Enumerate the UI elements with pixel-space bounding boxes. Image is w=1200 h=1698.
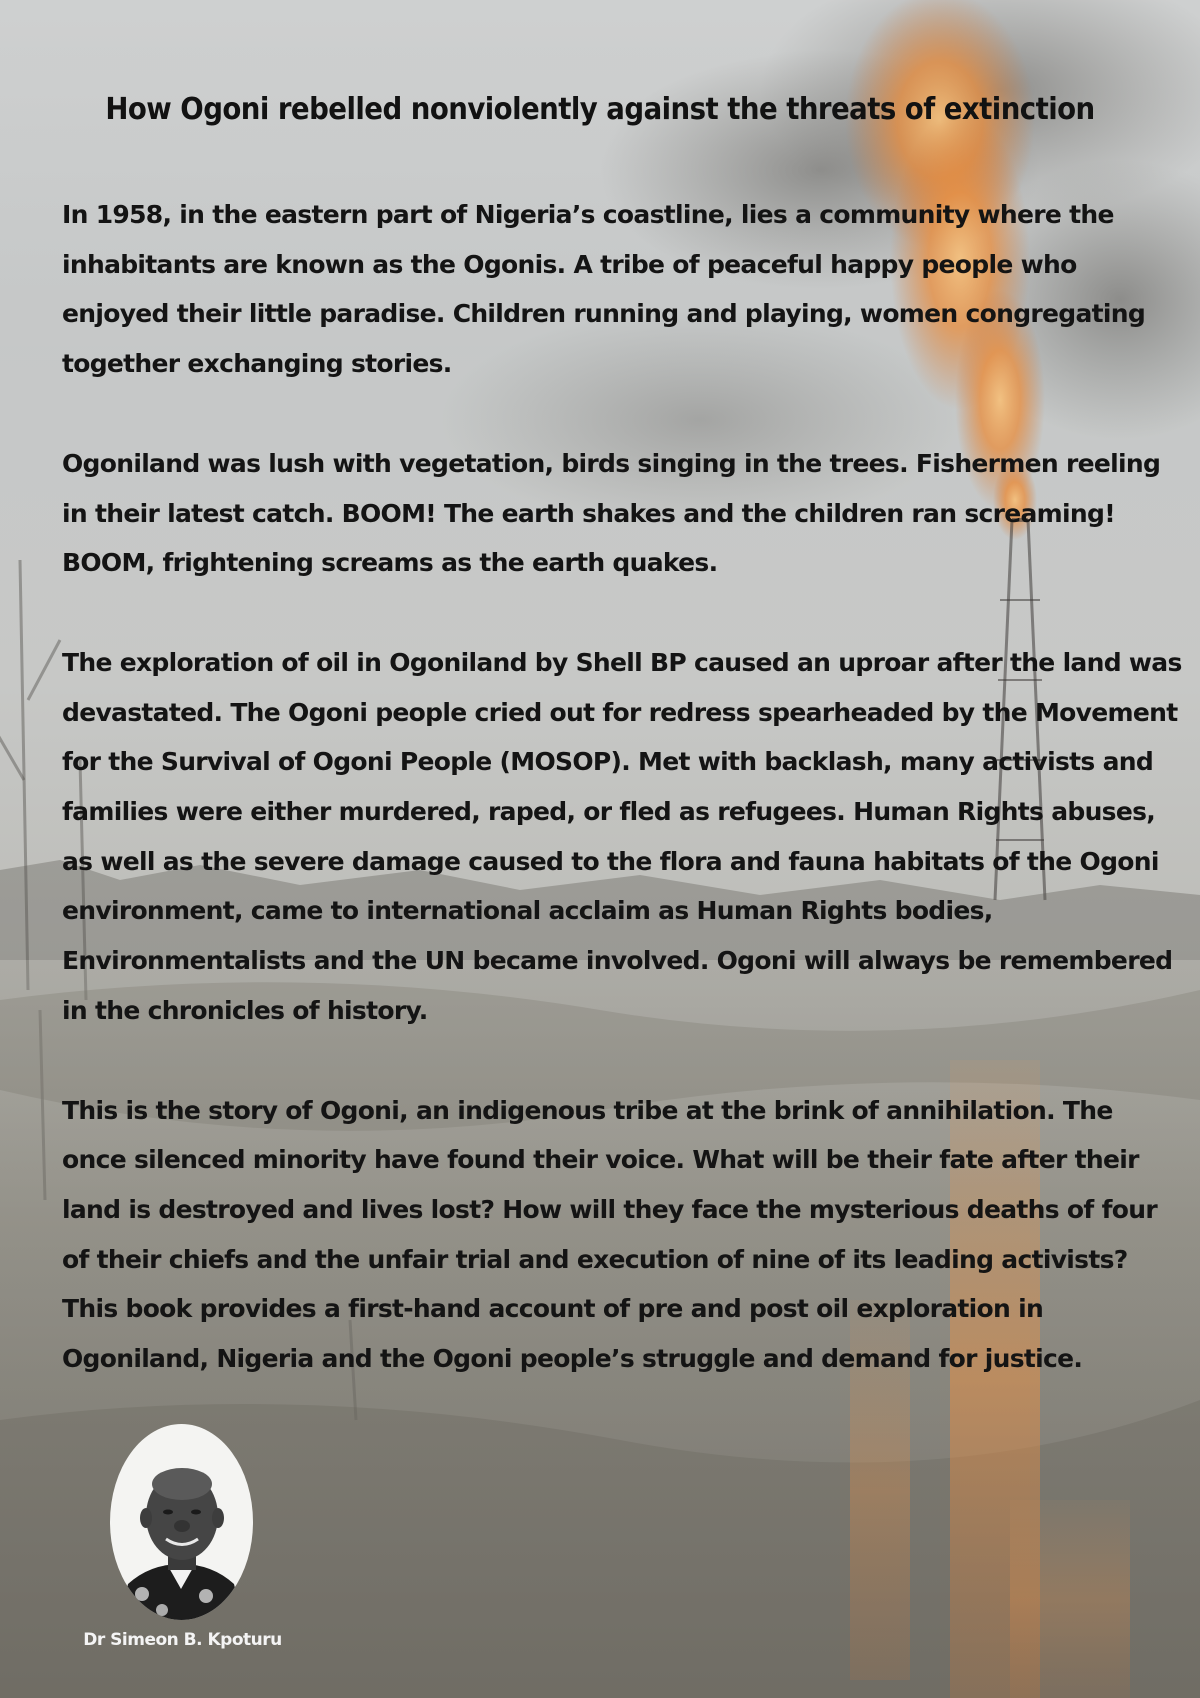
paragraph-story: This is the story of Ogoni, an indigenous tribe at the brink of annihilation. The once silenced minority have found their voice. What will be their fate after their land is destroyed and lives lost? How will they face the mysterious deaths of four of their chiefs and the unfair trial and execution of nine of its leading activists? This book provides a first-hand account of pre and post oil exploration in Ogoniland, Nigeria and the Ogoni people’s struggle and demand for justice. [62,1095,1157,1374]
paragraph-intro: In 1958, in the eastern part of Nigeria’s coastline, lies a community where the inhabitants are known as the Ogonis. A tribe of peaceful happy people who enjoyed their little paradise. Children running and playing, women congregating together exchanging stories. [62,200,1146,379]
author-portrait-icon [110,1424,253,1620]
paragraph-ogoniland: Ogoniland was lush with vegetation, birds singing in the trees. Fishermen reeling in their latest catch. BOOM! The earth shakes and the children ran screaming! BOOM, frightening screams as the earth quakes. [62,448,1161,578]
page-title: How Ogoni rebelled nonviolently against the threats of extinction [105,92,1095,127]
author-portrait [110,1424,253,1620]
author-caption: Dr Simeon B. Kpoturu [83,1630,282,1650]
body-text [62,190,1182,1434]
paragraph-exploration: The exploration of oil in Ogoniland by Shell BP caused an uproar after the land was devastated. The Ogoni people cried out for redress spearheaded by the Movement for the Survival of Ogoni People (MOSOP). Met with backlash, many activists and families were either murdered, raped, or fled as refugees. Human Rights abuses, as well as the severe damage caused to the flora and fauna habitats of the Ogoni environment, came to international acclaim as Human Rights bodies, Environmentalists and the UN became involved. Ogoni will always be remembered in the chronicles of history. [62,647,1182,1025]
